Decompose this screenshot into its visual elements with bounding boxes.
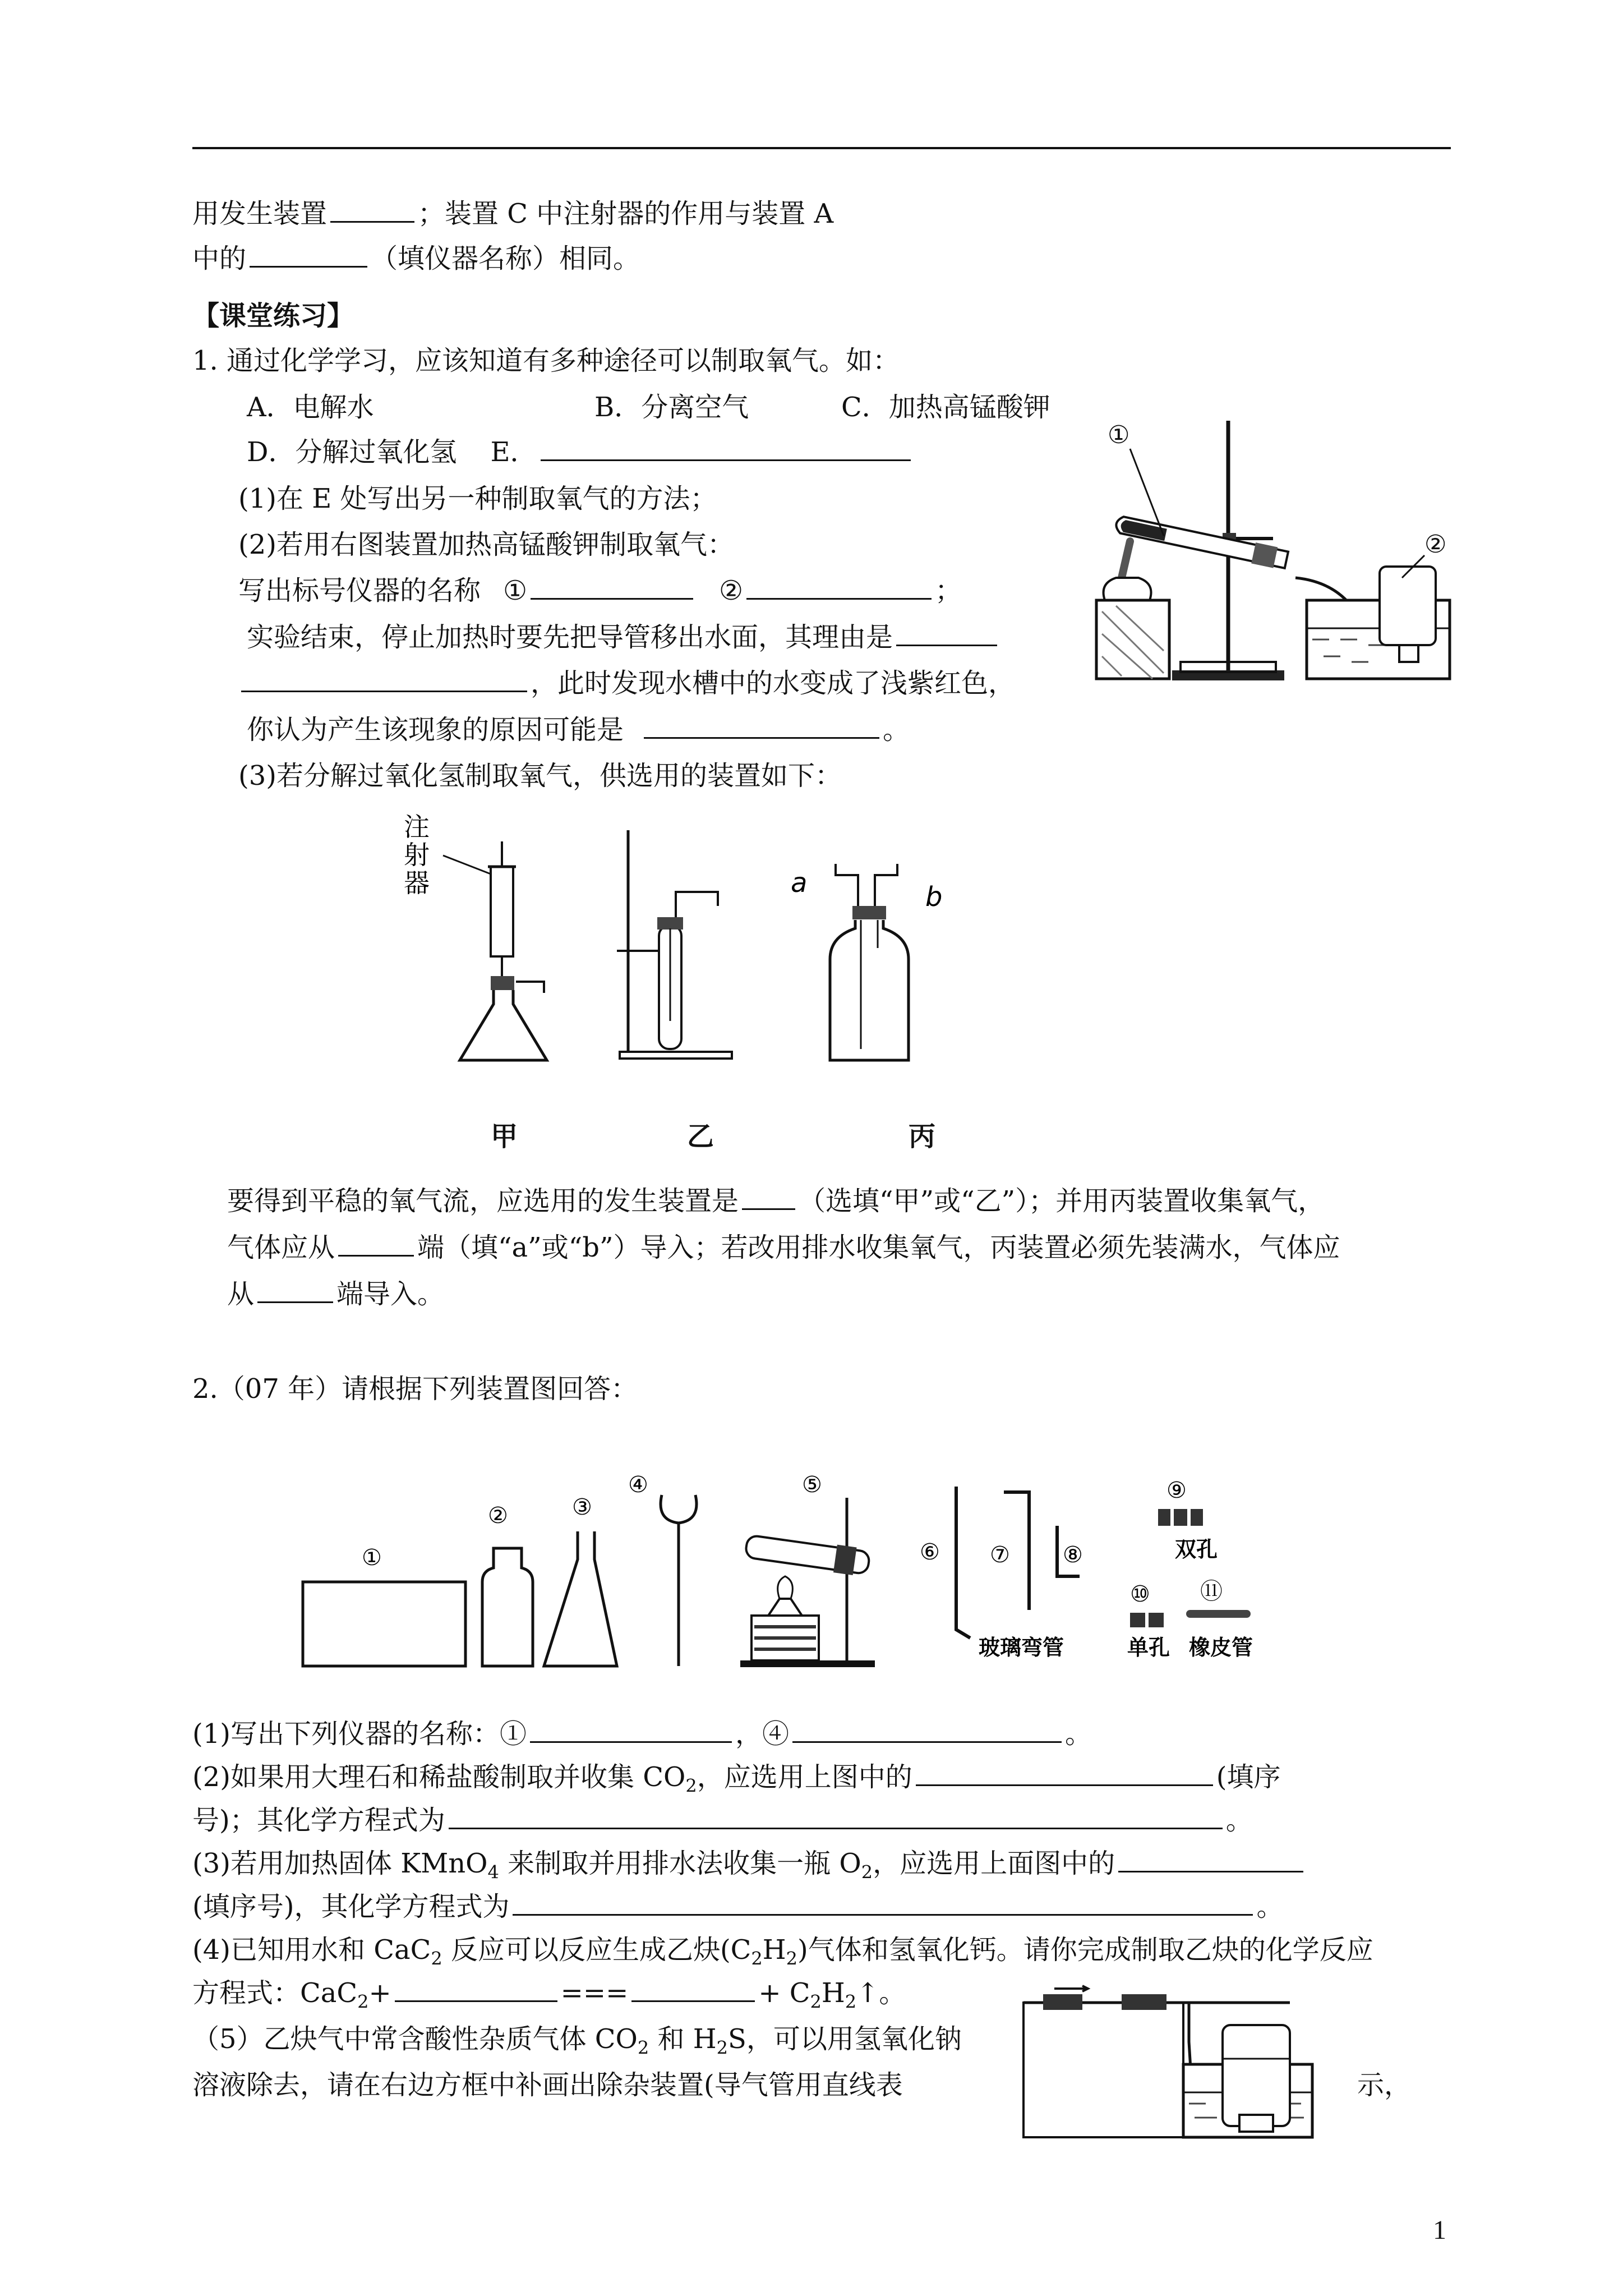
q2-part-5b-end: 示， — [1357, 2069, 1412, 2101]
purification-box-figure[interactable] — [1021, 1975, 1424, 2143]
q1-option-c: C．加热高锰酸钾 — [841, 392, 1050, 423]
answer-blank[interactable] — [530, 1717, 732, 1743]
label-rubber-tube: 橡皮管 — [1189, 1635, 1253, 1660]
answer-blank[interactable] — [330, 196, 414, 223]
answer-blank[interactable] — [631, 1976, 755, 2002]
q1-part-3: (3)若分解过氧化氢制取氧气，供选用的装置如下： — [238, 760, 842, 792]
answer-blank[interactable] — [746, 573, 932, 600]
q1-part-1: (1)在 E 处写出另一种制取氧气的方法； — [238, 483, 717, 514]
label-jia: 甲 — [491, 1121, 518, 1152]
q2-part-4b: 方程式：CaC$_2$+ === + $C_2H_2↑$。 — [192, 1976, 906, 2019]
label-yi: 乙 — [687, 1121, 714, 1152]
answer-blank[interactable] — [250, 241, 367, 268]
num-11: ⑪ — [1200, 1579, 1223, 1604]
q2-part-3a: (3)若用加热固体 KMnO$_4$ 来制取并用排水法收集一瓶 $O_2$，应选用上面图中的 — [192, 1846, 1307, 1890]
answer-blank[interactable] — [792, 1717, 1062, 1743]
q1-answer-line-2: 气体应从 端（填“a”或“b”）导入；若改用排水收集氧气，丙装置必须先装满水，气体应 — [227, 1230, 1340, 1265]
num-4: ④ — [628, 1472, 648, 1498]
q1-option-b: B．分离空气 — [594, 392, 749, 423]
apparatus-label-2: ② — [1424, 530, 1447, 559]
q1-answer-line-3: 从 端导入。 — [227, 1277, 444, 1312]
q2-part-4a: (4)已知用水和 CaC$_2$ 反应可以反应生成乙炔$(C_2H_2)$气体和氢氧化钙。请你完成制取乙炔的化学反应 — [192, 1934, 1373, 1970]
answer-blank[interactable] — [257, 1277, 333, 1303]
label-glass-bent-tube: 玻璃弯管 — [979, 1635, 1064, 1660]
answer-blank[interactable] — [896, 620, 997, 646]
intro-line-2: 中的 （填仪器名称）相同。 — [192, 241, 640, 276]
q2-part-5b: 溶液除去，请在右边方框中补画出除杂装置(导气管用直线表 — [192, 2069, 903, 2101]
answer-blank[interactable] — [513, 1889, 1253, 1916]
answer-blank[interactable] — [742, 1184, 795, 1210]
answer-blank[interactable] — [531, 573, 693, 600]
q2-part-1: (1)写出下列仪器的名称：① ，④ 。 — [192, 1717, 1092, 1751]
num-10: ⑩ — [1130, 1581, 1150, 1607]
q2-part-2b: 号)；其化学方程式为 。 — [192, 1803, 1253, 1838]
q1-option-a: A．电解水 — [247, 392, 374, 423]
jia-yi-bing-figure — [404, 808, 1009, 1077]
num-3: ③ — [572, 1494, 592, 1520]
answer-blank[interactable] — [916, 1760, 1213, 1786]
q1-part-2-color: ，此时发现水槽中的水变成了浅紫红色， — [241, 666, 1015, 701]
syringe-label-3: 器 — [404, 868, 430, 898]
answer-blank[interactable] — [449, 1803, 1223, 1829]
q1-part-2-cause: 你认为产生该现象的原因可能是 。 — [247, 712, 910, 747]
answer-blank[interactable] — [541, 435, 911, 461]
q1-answer-line-1: 要得到平稳的氧气流，应选用的发生装置是 （选填“甲”或“乙”）；并用丙装置收集氧气， — [227, 1184, 1325, 1218]
q1-part-2-reason: 实验结束，停止加热时要先把导管移出水面，其理由是 — [247, 620, 1000, 655]
answer-blank[interactable] — [1118, 1846, 1303, 1872]
apparatus-label-1: ① — [1108, 421, 1130, 449]
num-1: ① — [362, 1545, 382, 1571]
num-6: ⑥ — [920, 1539, 940, 1565]
q1-option-d-e: D．分解过氧化氢 E． — [247, 435, 914, 470]
syringe-label-1: 注 — [404, 812, 430, 842]
drawing-box[interactable] — [1023, 2003, 1183, 2137]
num-9: ⑨ — [1166, 1478, 1187, 1503]
header-rule — [192, 147, 1451, 149]
answer-blank[interactable] — [241, 666, 527, 692]
label-double-hole: 双孔 — [1175, 1537, 1218, 1562]
end-a-label: a — [791, 867, 808, 899]
syringe-label-2: 射 — [404, 840, 430, 870]
num-7: ⑦ — [990, 1542, 1010, 1568]
kmno4-apparatus-figure — [1088, 415, 1453, 684]
page-number: 1 — [1433, 2215, 1446, 2245]
answer-blank[interactable] — [644, 712, 879, 739]
num-5: ⑤ — [802, 1472, 822, 1498]
intro-line-1: 用发生装置 ；装置 C 中注射器的作用与装置 A — [192, 196, 833, 231]
q2-part-5a: （5）乙炔气中常含酸性杂质气体 $CO_2$ 和 $H_2S$，可以用氢氧化钠 — [192, 2023, 962, 2059]
q2-stem: 2.（07 年）请根据下列装置图回答： — [192, 1373, 638, 1405]
end-b-label: b — [925, 881, 943, 913]
num-8: ⑧ — [1063, 1542, 1083, 1568]
q1-part-2: (2)若用右图装置加热高锰酸钾制取氧气： — [238, 529, 734, 560]
apparatus-set-figure — [297, 1470, 1318, 1672]
label-single-hole: 单孔 — [1127, 1635, 1170, 1660]
q2-part-3b: (填序号)，其化学方程式为 。 — [192, 1889, 1283, 1924]
answer-blank[interactable] — [338, 1230, 414, 1257]
q1-stem: 1. 通过化学学习，应该知道有多种途径可以制取氧气。如： — [192, 345, 900, 376]
q1-part-2-names: 写出标号仪器的名称 ① ② ； — [238, 573, 962, 608]
num-2: ② — [488, 1503, 508, 1529]
q2-part-2a: (2)如果用大理石和稀盐酸制取并收集 $CO_2$，应选用上图中的 (填序 — [192, 1760, 1280, 1803]
label-bing: 丙 — [909, 1121, 936, 1152]
section-title: 【课堂练习】 — [192, 300, 354, 332]
answer-blank[interactable] — [395, 1976, 557, 2002]
